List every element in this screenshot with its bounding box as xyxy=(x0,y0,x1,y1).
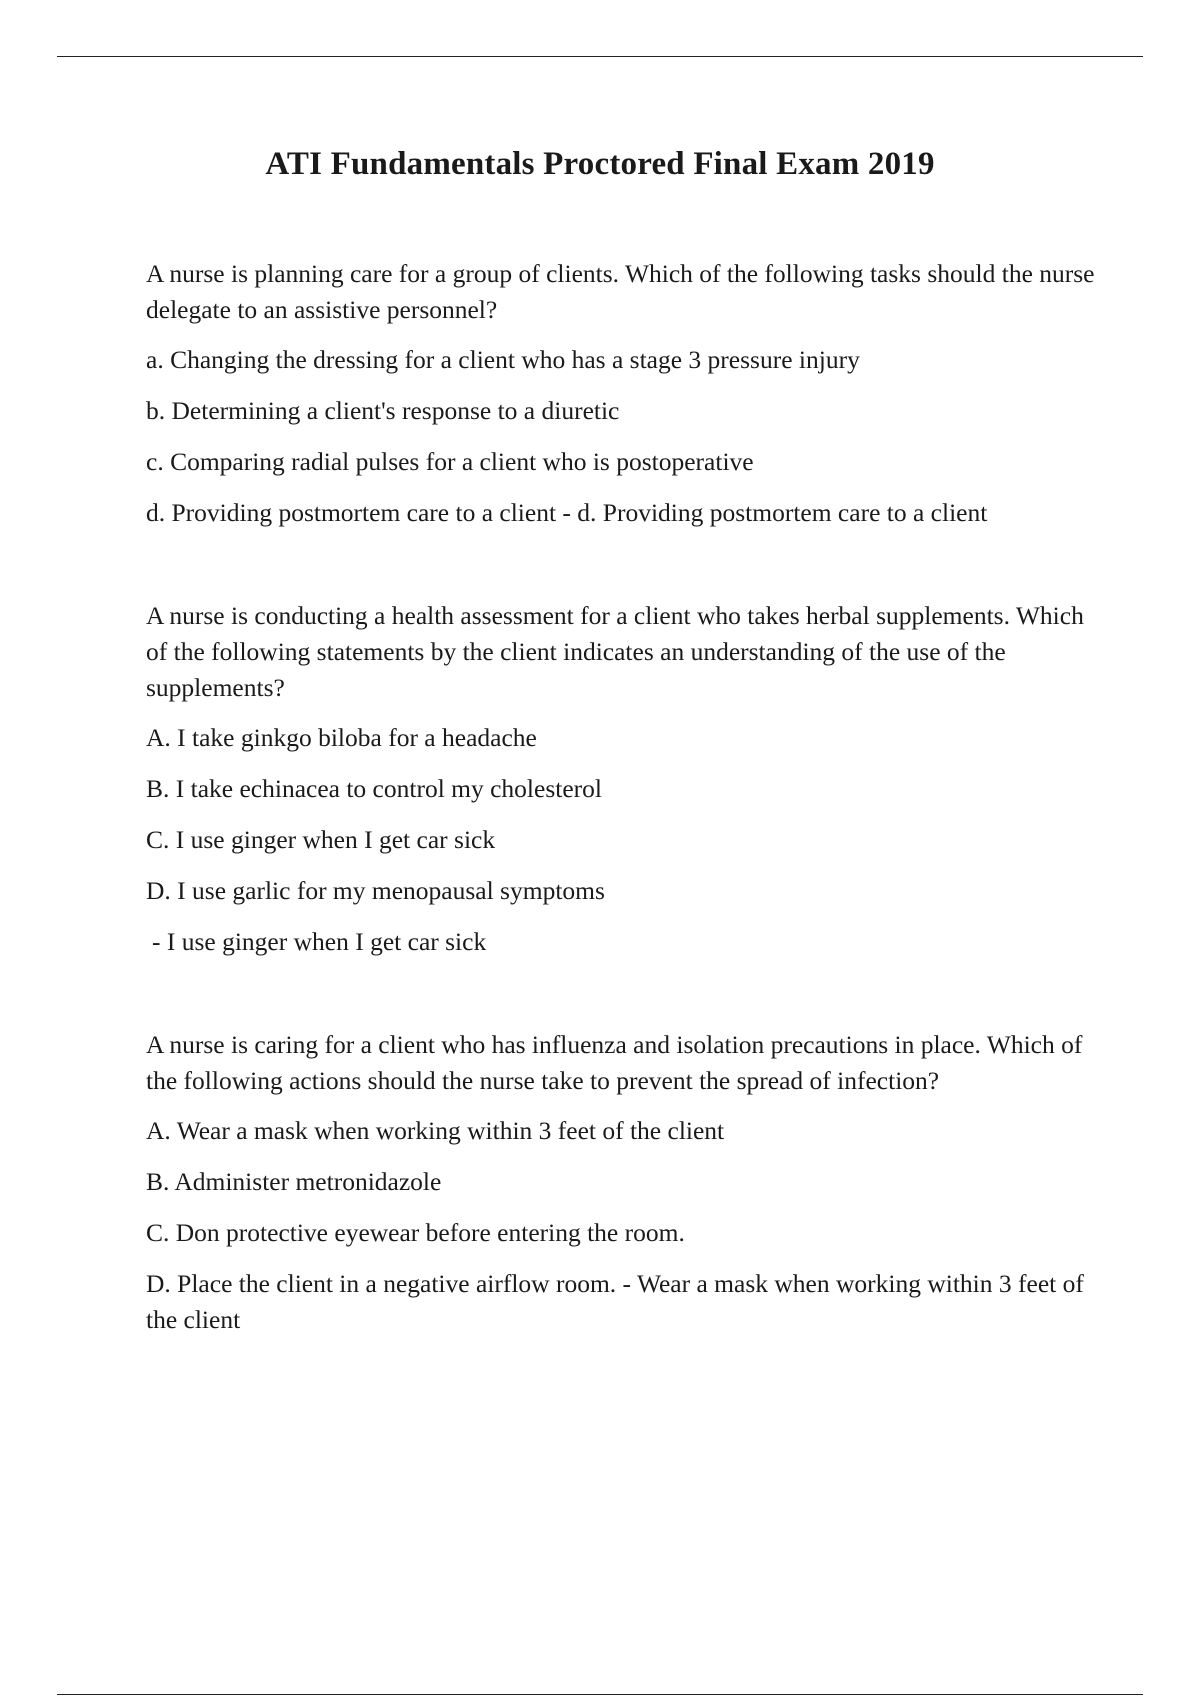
answer-option: B. I take echinacea to control my cholesterol xyxy=(146,774,602,803)
answer-option: A. I take ginkgo biloba for a headache xyxy=(146,723,537,752)
question-3 xyxy=(146,1027,1106,1338)
answer-option: D. Place the client in a negative airflow room. - Wear a mask when working within 3 feet of the client xyxy=(146,1269,1084,1334)
answer-option: C. I use ginger when I get car sick xyxy=(146,825,496,854)
top-rule xyxy=(57,56,1143,57)
question-stem: A nurse is planning care for a group of clients. Which of the following tasks should the nurse delegate to an assistive personnel? xyxy=(146,259,1095,324)
answer-option: D. I use garlic for my menopausal symptoms xyxy=(146,876,605,905)
question-1 xyxy=(146,256,1106,531)
document-title: ATI Fundamentals Proctored Final Exam 2019 xyxy=(265,146,935,182)
document-body xyxy=(146,256,1106,1353)
bottom-rule xyxy=(57,1694,1143,1695)
question-stem: A nurse is conducting a health assessment for a client who takes herbal supplements. Which of the following statements by the client indicates an understanding of the use of the supplements? xyxy=(146,601,1084,702)
question-2 xyxy=(146,598,1106,960)
answer-option: C. Don protective eyewear before entering the room. xyxy=(146,1218,685,1247)
answer-option: A. Wear a mask when working within 3 feet of the client xyxy=(146,1116,725,1145)
answer-option: c. Comparing radial pulses for a client who is postoperative xyxy=(146,447,754,476)
answer-option: B. Administer metronidazole xyxy=(146,1167,442,1196)
answer-option: a. Changing the dressing for a client who has a stage 3 pressure injury xyxy=(146,345,860,374)
answer-option: d. Providing postmortem care to a client - d. Providing postmortem care to a client xyxy=(146,498,988,527)
answer-option: b. Determining a client's response to a diuretic xyxy=(146,396,620,425)
question-stem: A nurse is caring for a client who has influenza and isolation precautions in place. Which of the following actions should the nurse take to prevent the spread of infection? xyxy=(146,1030,1083,1095)
correct-answer: - I use ginger when I get car sick xyxy=(152,927,487,956)
